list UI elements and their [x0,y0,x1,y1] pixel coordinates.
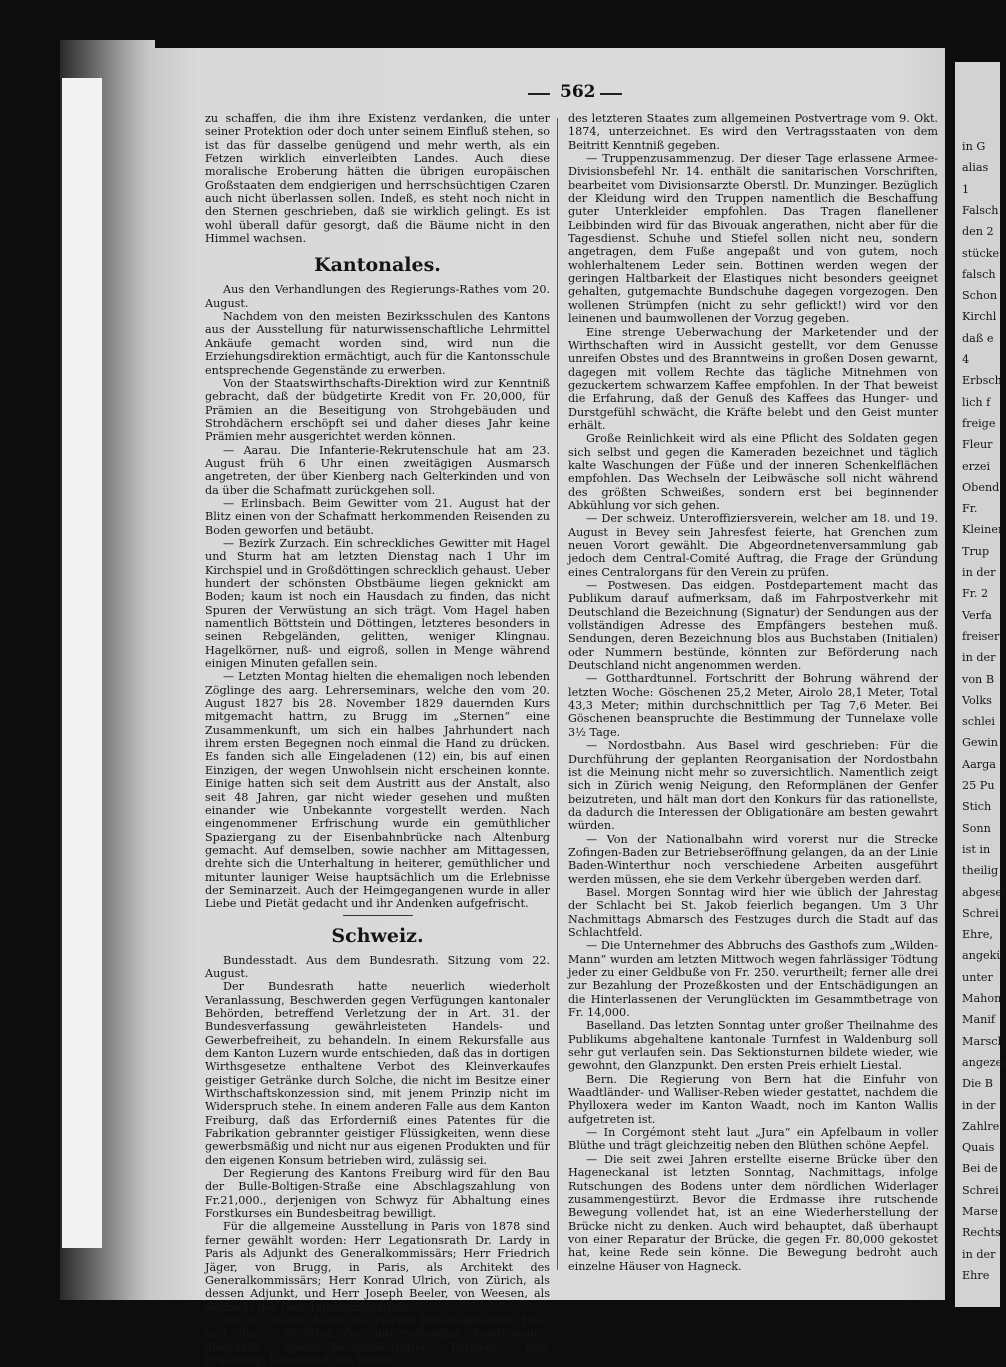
article-paragraph: — Gotthardtunnel. Fortschritt der Bohrung während der letzten Woche: Göschenen 25,2 Meter, Airolo 28,1 Meter, Total 43,3 Meter; mithin durchschnittlich per Tag 7,6 Meter. Bei Göschenen beanspruchte die Bestimmung der Tunnelaxe volle 3½ Tage. [568,672,938,739]
next-page-fragment: in G [962,140,986,153]
next-page-fragment: Fr. 2 [962,587,989,601]
right-column [568,112,938,1273]
next-page-fragment: in der [962,566,996,579]
schweiz-paragraph: Für die allgemeine Ausstellung in Paris von 1878 sind ferner gewählt worden: Herr Legationsrath Dr. Lardy in Paris als Adjunkt des Generalkommissärs; Herr Friedrich Jäger, von Brugg, in Paris, als Architekt des Generalkommissärs; Herr Konrad Ulrich, von Zürich, als dessen Adjunkt, und Herr Joseph Beeler, von Weesen, als Sekretär des Generalkommissariats. [205,1220,550,1314]
kantonales-paragraph: Aus den Verhandlungen des Regierungs-Rathes vom 20. August. [205,283,550,310]
next-page-fragment: Fr. [962,502,978,516]
schweiz-paragraph: Am 18. August haben die Herren Bundespräsident Heer und Borel, Direktor des internationalen Postbureau's, die(s)falls Spezial-Bevollmächtigter Persiens, eine Erklärung, betreffend den Beitritt [205,1313,550,1367]
article-paragraph: — Der schweiz. Unteroffiziersverein, welcher am 18. und 19. August in Bevey sein Jahresfest feierte, hat Grenchen zum neuen Vorort gewählt. Die Abgeordnetenversammlung gab jedoch dem Central-Comité Auftrag, die Frage der Gründung eines Centralorgans für den Verein zu prüfen. [568,512,938,579]
next-page-fragment: Schon [962,289,998,303]
article-paragraph: — Die Unternehmer des Abbruchs des Gasthofs zum „Wilden-Mann“ wurden am letzten Mittwoch wegen fahrlässiger Tödtung jeder zu einer Geldbuße von Fr. 250. verurtheilt; ferner alle drei zur Bezahlung der Prozeßkosten und der Entschädigungen an die Hinterlassenen der Verunglückten im Gesammtbetrage von Fr. 14,000. [568,939,938,1020]
next-page-fragment: lich f [962,395,991,409]
article-paragraph: des letzteren Staates zum allgemeinen Postvertrage vom 9. Okt. 1874, unterzeichnet. Es wird den Vertragsstaaten von dem Beitritt Kenntniß gegeben. [568,112,938,152]
next-page-fragment: angekü [962,949,1004,963]
next-page-fragment: Volks [962,693,992,707]
page-number: 562 [560,82,596,102]
next-page-fragment: Sonn [962,821,991,835]
article-paragraph: — Die seit zwei Jahren erstellte eiserne Brücke über den Hageneckanal ist letzten Sonntag, Nachmittags, infolge Rutschungen des Bodens unter dem nördlichen Widerlager zusammengestürzt. Bevor die Erdmasse ihre rutschende Bewegung vollendet hat, ist an eine Wiederherstellung der Brücke nicht zu denken. Auch wird behauptet, daß überhaupt von einer Reparatur der Brücke, die gegen Fr. 80,000 gekostet hat, keine Rede sein könne. Die Bewegung bedroht auch einzelne Häuser von Hagneck. [568,1152,938,1273]
next-page-fragment: Aarga [962,757,996,771]
next-page-fragment: Falsch [962,203,999,217]
article-paragraph: — Von der Nationalbahn wird vorerst nur die Strecke Zofingen-Baden zur Betriebseröffnung gelangen, da an der Linie Baden-Winterthur noch verschiedene Arbeiten ausgeführt werden müssen, ehe sie dem Verkehr übergeben werden darf. [568,832,938,886]
intro-paragraph: zu schaffen, die ihm ihre Existenz verdanken, die unter seiner Protektion oder doch unter seinem Einfluß stehen, so ist das für dasselbe genügend und mehr werth, als ein Fetzen wirklich einverleibten Landes. Auch diese moralische Eroberung hätten die übrigen europäischen Großstaaten dem endgierigen und herrschsüchtigen Czaren auch nicht überlassen sollen. Indeß, es steht noch nicht in den Sternen geschrieben, daß sie wirklich gelingt. Es ist wohl überall dafür gesorgt, daß die Bäume nicht in den Himmel wachsen. [205,112,550,246]
next-page-fragment: stücke [962,246,1000,260]
next-page-fragment: Marse [962,1205,998,1218]
next-page-fragment: 4 [962,353,970,366]
article-paragraph: Baselland. Das letzten Sonntag unter großer Theilnahme des Publikums abgehaltene kantonale Turnfest in Waldenburg soll sehr gut verlaufen sein. Das Sektionsturnen bildete wieder, wie gewohnt, den Glanzpunkt. Den ersten Preis erhielt Liestal. [568,1019,938,1073]
next-page-fragment: 1 [962,182,970,196]
left-column [205,112,550,1367]
kantonales-paragraph: Nachdem von den meisten Bezirksschulen des Kantons aus der Ausstellung für naturwissenschaftliche Lehrmittel Ankäufe gemacht worden sind, wird nun die Erziehungsdirektion ermächtigt, auch für die Kantonsschule entsprechende Gegenstände zu erwerben. [205,310,550,377]
kantonales-paragraph: — Erlinsbach. Beim Gewitter vom 21. August hat der Blitz einen von der Schafmatt herkommenden Reisenden zu Boden geworfen und betäubt. [205,496,550,537]
schweiz-paragraph: Der Regierung des Kantons Freiburg wird für den Bau der Bulle-Boltigen-Straße eine Abschlagszahlung von Fr.21,000., derjenigen von Schwyz für Abhaltung eines Forstkurses ein Bundesbeitrag bewilligt. [205,1167,550,1221]
header-dash-right [600,93,622,95]
article-paragraph: — In Corgémont steht laut „Jura“ ein Apfelbaum in voller Blüthe und trägt gleichzeitig neben den Blüthen schöne Aepfel. [568,1126,938,1153]
next-page-fragment: angezei [962,1055,1006,1069]
next-page-fragment: Verfa [962,608,992,622]
schweiz-paragraph: Bundesstadt. Aus dem Bundesrath. Sitzung vom 22. August. [205,953,550,980]
section-separator [343,915,413,916]
kantonales-paragraph: — Letzten Montag hielten die ehemaligen noch lebenden Zöglinge des aarg. Lehrerseminars, welche den vom 20. August 1827 bis 28. November 1829 dauernden Kurs mitgemacht hattrn, zu Brugg im „Sternen“ eine Zusammenkunft, um sich ein halbes Jahrhundert nach ihrem ersten Begegnen noch einmal die Hand zu drücken. Es fanden sich alle Eingeladenen (12) ein, bis auf einen Einzigen, der wegen Unwohlsein nicht erscheinen konnte. Einige hatten sich seit dem Austritt aus der Anstalt, also seit 48 Jahren, gar nicht wieder gesehen und mußten einander wie Unbekannte vorgestellt werden. Nach eingenommener Erfrischung wurde ein gemüthlicher Spaziergang zu der Eisenbahnbrücke nach Altenburg gemacht. Auf demselben, sowie nachher am Mittagessen, drehte sich die Unterhaltung in heiterer, gemüthlicher und mitunter launiger Weise hauptsächlich um die Erlebnisse der Seminarzeit. Auch der Heimgegangenen wurde in aller Liebe und Pietät gedacht und ihr Andenken aufgefrischt. [205,670,550,911]
next-page-fragment: Fleur [962,438,993,452]
next-page-fragment: falsch [962,267,996,281]
article-paragraph: — Postwesen. Das eidgen. Postdepartement macht das Publikum darauf aufmerksam, daß im Fahrpostverkehr mit Deutschland die Bezeichnung (Signatur) der Sendungen aus der vollständigen Adresse des Empfängers bestehen muß. Sendungen, deren Bezeichnung blos aus Buchstaben (Initialen) oder Nummern bestünde, könnten zur Beförderung nach Deutschland nicht angenommen werden. [568,579,938,673]
section-heading-kantonales: Kantonales. [314,254,441,277]
next-page-fragment: Quais [962,1141,995,1155]
next-page-fragment: unter [962,970,993,984]
next-page-fragment: Schrei [962,1183,999,1197]
article-paragraph: — Nordostbahn. Aus Basel wird geschrieben: Für die Durchführung der geplanten Reorganisation der Nordostbahn ist die Meinung nicht mehr so zuversichtlich. Namentlich zeigt sich in Zürich wenig Neigung, den Reformplänen der Genfer beizutreten, und hält man dort den Konkurs für das rationellste, da dadurch die Interessen der Obligationäre am besten gewahrt würden. [568,739,938,833]
article-paragraph: — Truppenzusammenzug. Der dieser Tage erlassene Armee-Divisionsbefehl Nr. 14. enthält die sanitarischen Vorschriften, bearbeitet vom Divisionsarzte Oberstl. Dr. Munzinger. Bezüglich der Kleidung wird den Truppen namentlich die Beschaffung guter Unterkleider empfohlen. Das Tragen flanellener Leibbinden wird für das Bivouak angerathen, nicht aber für die Tagesdienst. Schuhe und Stiefel sollen nicht neu, sondern angetragen, dem Fuße angepaßt und von gutem, noch wohlerhaltenem Leder sein. Bottinen werden wegen der geringen Haltbarkeit der Elastiques nicht besonders geeignet gehalten, gutgemachte Bundschuhe dagegen vorgezogen. Den wollenen Strümpfen (nicht zu sehr geflickt!) wird vor den leinenen und baumwollenen der Vorzug gegeben. [568,152,938,326]
kantonales-paragraph: Von der Staatswirthschafts-Direktion wird zur Kenntniß gebracht, daß der büdgetirte Kredit von Fr. 20,000, für Prämien an die Beseitigung von Strohgebäuden und Strohdächern erschöpft sei und daher dieses Jahr keine Prämien mehr ausgerichtet werden können. [205,376,550,444]
next-page-fragment: freiser [962,629,1000,643]
next-page-fragment: Ehre [962,1268,990,1282]
article-paragraph: Große Reinlichkeit wird als eine Pflicht des Soldaten gegen sich selbst und gegen die Kameraden bezeichnet und täglich kalte Waschungen der Füße und der inneren Schenkelflächen empfohlen. Das Wechseln der Leibwäsche soll nicht während des größten Schweißes, sondern erst bei beginnender Abkühlung vor sich gehen. [568,432,938,512]
next-page-fragment: 25 Pu [962,779,995,792]
next-page-fragment: Trup [962,544,990,558]
next-page-fragment: Stich [962,800,992,814]
next-page-fragment: schlei [962,715,995,729]
next-page-fragment: Obend [962,480,1000,494]
next-page-fragment: Kleiner [962,523,1004,537]
next-page-fragment: in der [962,1098,996,1112]
kantonales-paragraph: — Aarau. Die Infanterie-Rekrutenschule hat am 23. August früh 6 Uhr einen zweitägigen Ausmarsch angetreten, der über Kienberg nach Gelterkinden und von da über die Schafmatt zurückgehen soll. [205,443,550,497]
article-paragraph: Basel. Morgen Sonntag wird hier wie üblich der Jahrestag der Schlacht bei St. Jakob feierlich begangen. Um 3 Uhr Nachmittags Abmarsch des Festzuges durch die Stadt auf das Schlachtfeld. [568,885,938,939]
next-page-fragment: in der [962,651,996,665]
column-rule [557,118,558,1270]
next-page-fragment: theilig [962,864,999,878]
next-page-fragment: Rechts [962,1226,1001,1240]
next-page-fragment: Erbsch [962,374,1002,388]
next-page-fragment: den 2 [962,225,994,239]
next-page-fragment: Ehre, [962,928,993,942]
article-paragraph: Eine strenge Ueberwachung der Marketender und der Wirthschaften wird in Aussicht gestellt, vor dem Genusse unreifen Obstes und des Branntweins in großen Dosen gewarnt, dagegen mit vollem Rechte das tägliche Mitnehmen von gezuckertem schwarzem Kaffee empfohlen. In der That beweist die Erfahrung, daß der Genuß des Kaffees das Hunger- und Durstgefühl schwächt, die Kräfte belebt und den Geist munter erhält. [568,325,938,432]
schweiz-paragraph: Der Bundesrath hatte neuerlich wiederholt Veranlassung, Beschwerden gegen Verfügungen kantonaler Behörden, betreffend Verletzung der in Art. 31. der Bundesverfassung gewährleisteten Handels- und Gewerbefreiheit, zu behandeln. In einem Rekursfalle aus dem Kanton Luzern wurde entschieden, daß das in dortigen Wirthsgesetze enthaltene Verbot des Kleinverkaufes geistiger Getränke durch Solche, die nicht im Besitze einer Wirthschaftskonzession sind, mit jenem Prinzip nicht im Widerspruch stehe. In einem anderen Falle aus dem Kanton Freiburg, daß das Erforderniß eines Patentes für die Fabrikation gebrannter geistiger Flüssigkeiten, wenn diese gewerbsmäßig und nicht nur aus eigenen Produkten und für den eigenen Konsum betrieben wird, zulässig sei. [205,980,550,1167]
next-page-fragment: Gewin [962,736,998,750]
next-page-fragment: Manif [962,1013,996,1027]
next-page-fragment: in der [962,1247,996,1261]
next-page-fragment: Die B [962,1077,993,1091]
next-page-fragment: ist in [962,842,991,856]
article-paragraph: Bern. Die Regierung von Bern hat die Einfuhr von Waadtländer- und Walliser-Reben wieder gestattet, nachdem die Phylloxera weder im Kanton Waadt, noch im Kanton Wallis aufgetreten ist. [568,1072,938,1126]
next-page-fragment: Schrei [962,906,999,920]
next-page-fragment: abgesel [962,885,1006,899]
next-page-fragment: erzei [962,459,991,473]
header-dash-left [528,93,550,95]
next-page-fragment: Kirchl [962,310,997,324]
next-page-fragment: daß e [962,331,994,345]
section-heading-schweiz: Schweiz. [331,924,424,947]
page-edge-strip [62,78,102,1248]
next-page-fragment: alias [962,161,989,175]
next-page-fragment: Marsch [962,1034,1005,1048]
next-page-fragment: Bei de [962,1162,998,1176]
next-page-fragment: Mahon [962,992,1002,1005]
next-page-fragment: von B [962,672,995,686]
kantonales-paragraph: — Bezirk Zurzach. Ein schreckliches Gewitter mit Hagel und Sturm hat am letzten Dienstag nach 1 Uhr im Kirchspiel und in Großdöttingen schrecklich gehaust. Ueber hundert der schönsten Obstbäume liegen geknickt am Boden; kaum ist noch ein Hausdach zu finden, das nicht Spuren der Verwüstung an sich trägt. Vom Hagel haben namentlich Böttstein und Döttingen, letzteres besonders in seinen Rebgeländen, gelitten, weniger Klingnau. Hagelkörner, nuß- und eigroß, sollen in Menge während einigen Minuten gefallen sein. [205,536,550,671]
next-page-fragment: freige [962,416,996,430]
next-page-fragment: Zahlre [962,1119,1000,1133]
